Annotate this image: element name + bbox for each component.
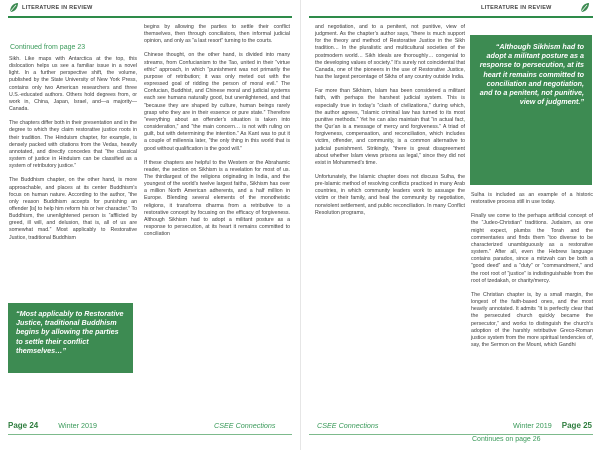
leaf-icon <box>8 2 20 14</box>
paragraph: If these chapters are helpful to the Western or the Abrahamic reader, the section on Sikhism is a revelation for most of us. The thirdlargest of the religions originating in India, and the youngest of the world’s twelve largest faiths, Sikhism has over a million North American adherents, and a half million in Europe. Blending several elements of the monotheistic religions, it transforms dharma from a retributive to a restorative concept by focusing on the efficacy of forgiveness. Although Sikhism had to adopt a militant posture as a response to persecution, at its heart it remains committed to conciliation <box>144 159 290 238</box>
paragraph: Sulha is included as an example of a historic restorative process still in use today. <box>471 192 593 206</box>
page-number: Page 25 <box>561 421 593 430</box>
right-column-2 <box>471 192 593 356</box>
issue-date: Winter 2019 <box>513 421 552 430</box>
running-head: LITERATURE IN REVIEW <box>22 5 93 11</box>
paragraph: The Buddhism chapter, on the other hand, is more approachable, and places at its center Buddhism’s focus on human nature. According to the author, “the only reason Buddhism accepts for punishing an offender [is] to help him reform his or her character.” To Buddhism, the unenlightened person is “afflicted by greed, ill will, and delusion, that is, all of us are somewhat mad.” Most applicably to Restorative Justice, traditional Buddhism <box>9 177 137 241</box>
paragraph: and negotiation, and to a penitent, not punitive, view of judgment. As the chapter’s author says, “there is much support for the theory and method of Restorative Justice in the Sikh tradition… In the pluralistic and multicultural societies of the postmodern world… Sikh ideals are thoroughly… congenial to the developing values of society.” It’s surely not coincidental that Canada, one of the pioneers in the use of Restorative Justice, has the largest percentage of Sikhs of any country outside India. <box>315 24 465 81</box>
continued-from-link[interactable]: Continued from page 23 <box>10 44 86 51</box>
paragraph: Sikh. Like maps with Antarctica at the top, this dislocation helps us see a familiar issue in a novel light. In a further perspective shift, the volume, published by the State University of New York Press, contains only two American researchers and three U.S.-educated authors. Others hold degrees from, or work in, China, Japan, Israel, and—a majority—Canada. <box>9 56 137 113</box>
pull-quote <box>8 303 133 373</box>
footer-rule <box>309 434 593 435</box>
paragraph: Unfortunately, the Islamic chapter does not discuss Sulha, the pre-Islamic method of resolving conflicts practiced in many Arab countries, in which community leaders work to assuage the victim or their family, and heal the community by negotiation, nonviolent settlement, and public reconciliation. In many Conflict Resolution programs, <box>315 173 465 216</box>
left-column-2 <box>144 24 290 245</box>
pull-quote-text: “Most applicably to Restorative Justice, traditional Buddhism begins by allowing the parties to settle their conflict themselves…” <box>16 309 124 355</box>
pull-quote-text: “Although Sikhism had to adopt a militant posture as a response to persecution, at its heart it remains committed to conciliation and negotiation, and to a penitent, not punitive, view of judgment.” <box>479 42 584 107</box>
continued-on-link[interactable]: Continues on page 26 <box>472 436 541 443</box>
leaf-icon <box>579 2 591 14</box>
publication-name: CSEE Connections <box>317 421 379 430</box>
footer-rule <box>8 434 292 435</box>
running-head: LITERATURE IN REVIEW <box>481 5 552 11</box>
paragraph: The Christian chapter is, by a small margin, the longest of the faith-based ones, and the most heavily annotated. It admits “it is perfectly clear that the persecuted church quickly became the persecutor,” and works to distinguish the church’s adoption of the harshly retributive Greco-Roman justice system from the more spiritual tendencies of, say, the Sermon on the Mount, which Gandhi <box>471 291 593 348</box>
paragraph: begins by allowing the parties to settle their conflict themselves, then through conciliators, then informal judicial opinion, and only as “a last resort” turning to the courts. <box>144 24 290 45</box>
page-number: Page 24 <box>8 421 39 430</box>
paragraph: The chapters differ both in their presentation and in the degree to which they claim restorative justice roots in their tradition. The Hinduism chapter, for example, is densely packed with citations from the Vedas, heavily annotated, and directly concedes that “the classical system of justice in Hinduism can be classified as a system of retributory justice.” <box>9 120 137 170</box>
page-footer-right <box>513 421 592 430</box>
header-rule <box>309 16 593 18</box>
paragraph: Chinese thought, on the other hand, is divided into many streams, from Confucianism to the Tao, united in their “virtue ethic” approach, in which “punishment was not primarily the purpose of retribution; it was only meted out with the expressed goal of ridding the person of moral evil.” The Confucian, Buddhist, and Chinese moral and judicial systems each see humans naturally good, but unenlightened, and that “because they are shaped by culture, human beings rarely grasp who they are in their essence or pure state.” Therefore “everything about an offender’s situation is taken into consideration,” and “the main concern… is not with ruling on guilt, but with determining the intention.” As Kant was to put it a couple of millennia later, “the only thing in this world that is good without qualification is the good will.” <box>144 52 290 152</box>
right-column-1 <box>315 24 465 224</box>
left-column-1 <box>9 56 137 249</box>
page-footer-left <box>8 421 97 430</box>
issue-date: Winter 2019 <box>58 421 98 430</box>
paragraph: Finally we come to the perhaps artificial concept of the “Judeo-Christian” traditions. Judaism, as one might expect, plumbs the Torah and the commentaries and finds them “too diverse to be characterized unambiguously as a restorative system.” After all, even the Hebrew language contains paradox, since a mitzvah can be both a “good deed” and a “duty” or “commandment,” and the root root of “justice” is indistinguishable from the root of tzedakah, or charity/mercy. <box>471 213 593 284</box>
header-rule <box>8 16 292 18</box>
paragraph: Far more than Sikhism, Islam has been considered a militant faith, with perhaps the harshest judicial system. This is especially true in today’s “clash of civilizations,” during which, the author agrees, “Islamic criminal law has turned to its most punitive methods.” Yet he can also maintain that “in actual fact, the Qur’an is a message of mercy and forgiveness.” A triad of forgiveness, compensation, and reconciliation, which includes victim, offender, and community, is a common alternative to judicial punishment. Strikingly, “there is great disagreement about whether Islam views prisons as legal,” since they did not exist in Mohammed’s time. <box>315 88 465 166</box>
pull-quote <box>470 35 592 185</box>
publication-name: CSEE Connections <box>214 421 276 430</box>
